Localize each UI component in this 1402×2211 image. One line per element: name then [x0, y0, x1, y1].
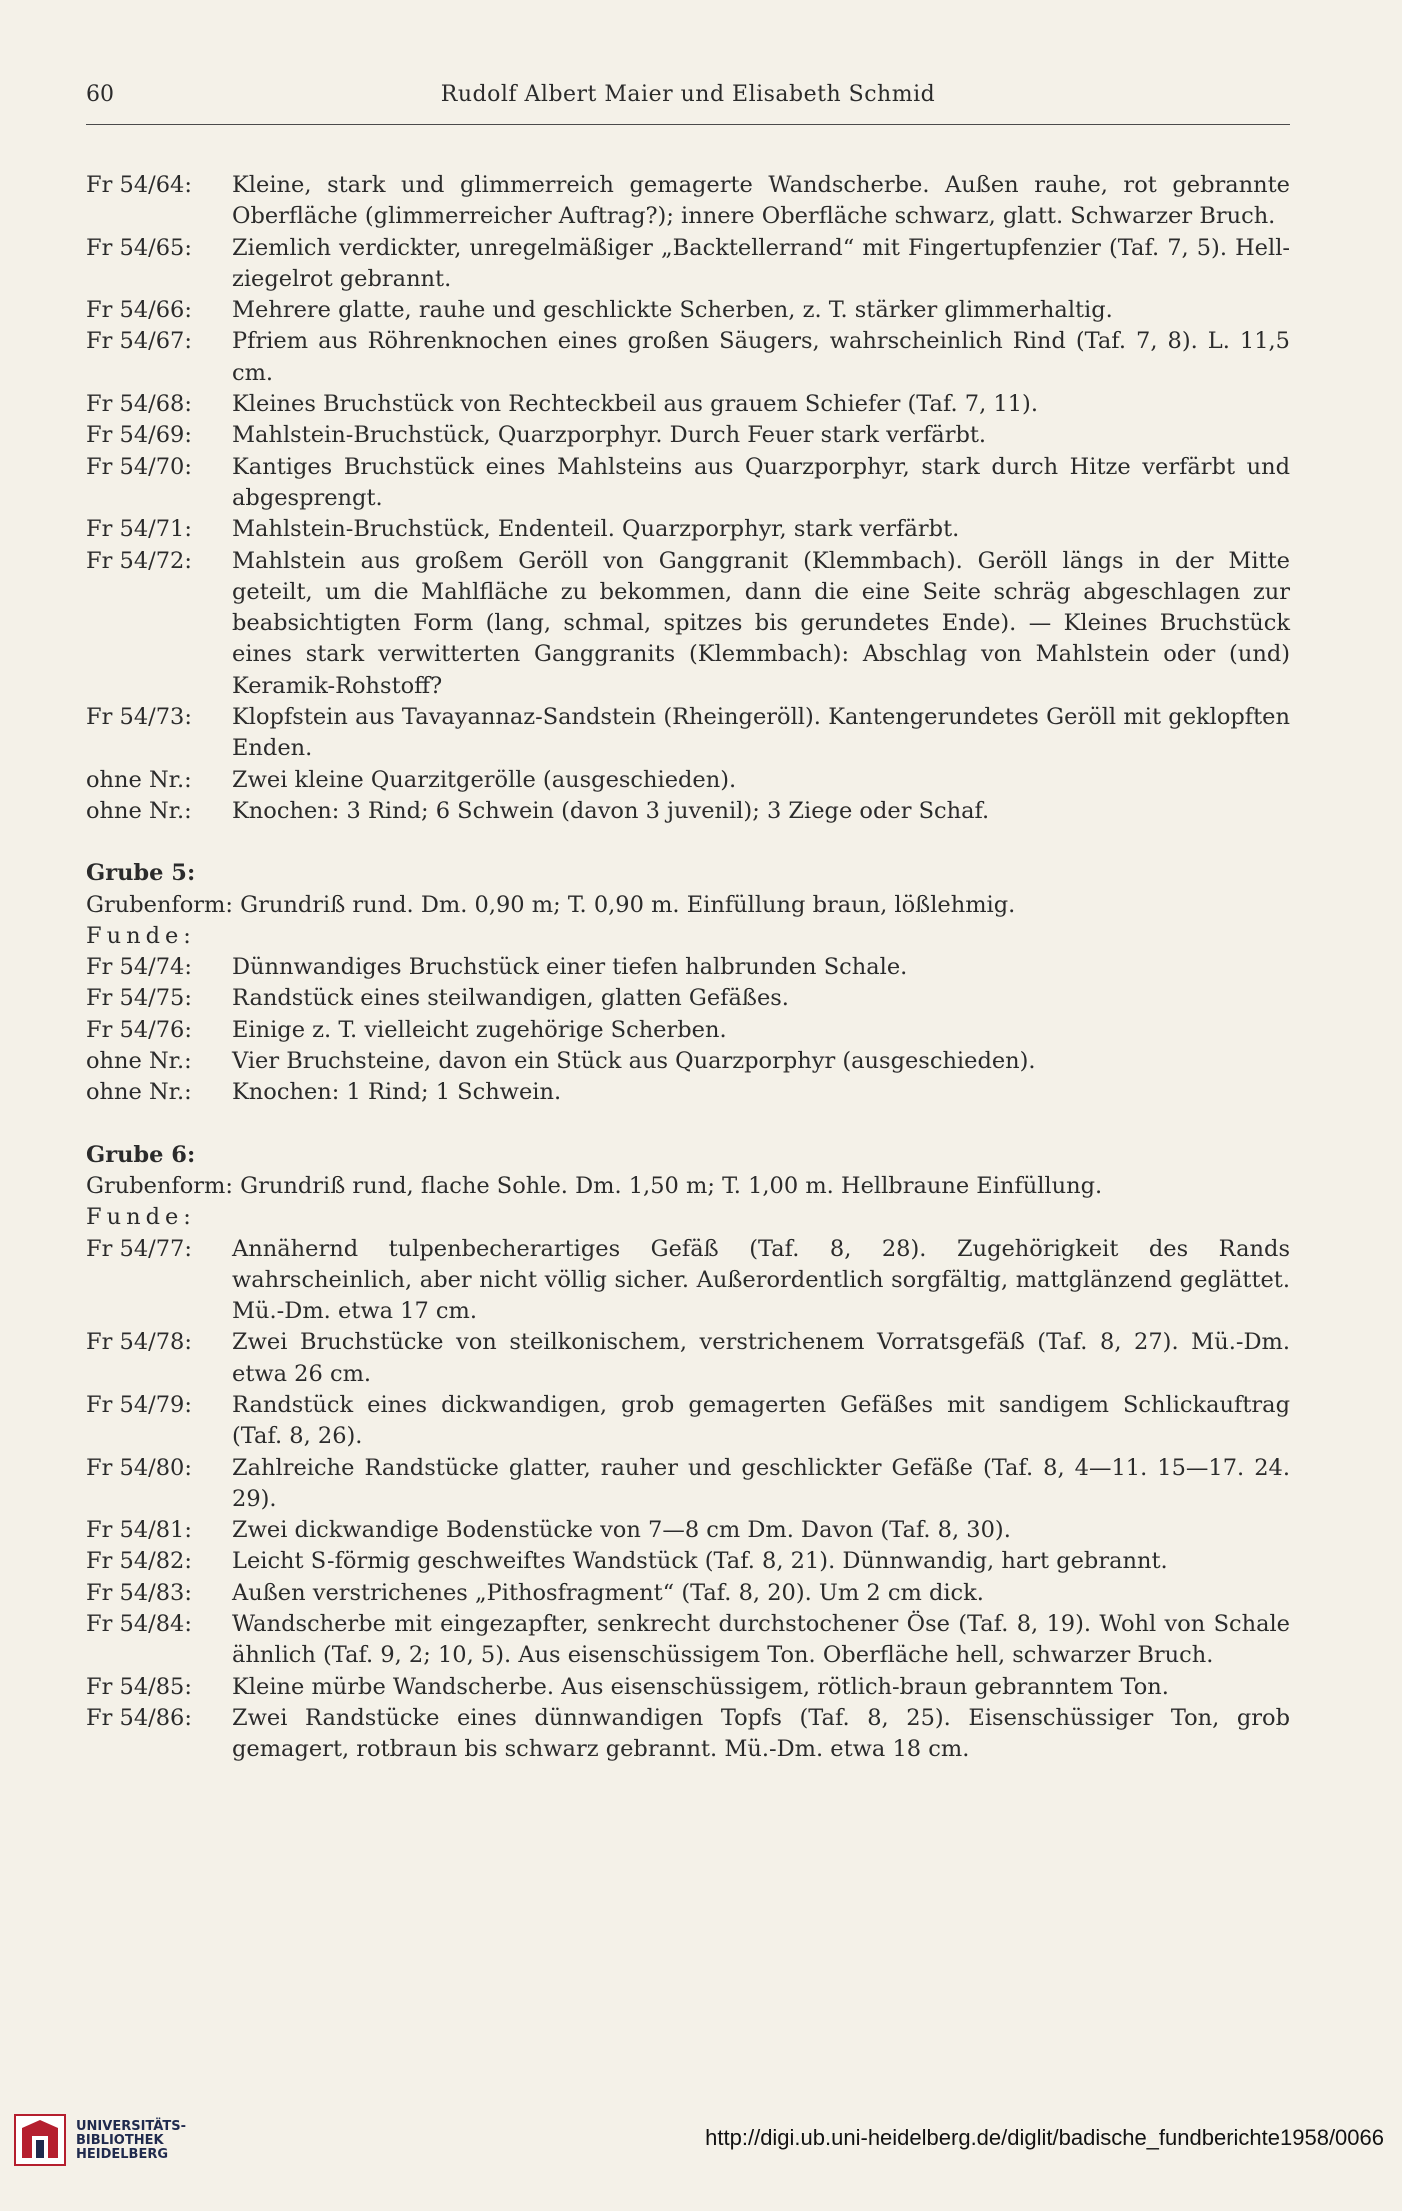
entry-text: Einige z. T. vielleicht zugehörige Scherben.	[232, 1016, 727, 1043]
catalog-entry	[86, 1672, 1290, 1703]
entry-id: Fr 54/86:	[86, 1704, 192, 1731]
entry-id: ohne Nr.:	[86, 1048, 192, 1075]
document-body	[86, 170, 1290, 1766]
entry-text: Wandscherbe mit eingezapfter, senkrecht durchstochener Öse (Taf. 8, 19). Wohl von Schale ähnlich (Taf. 9, 2; 10, 5). Aus eisenschüssigem Ton. Oberfläche hell, schwarzer Bruch.	[232, 1611, 1290, 1669]
entry-id: Fr 54/79:	[86, 1391, 192, 1418]
entry-text: Zahlreiche Randstücke glatter, rauher und geschlickter Gefäße (Taf. 8, 4—11. 15—17. 24. 29).	[232, 1454, 1290, 1512]
entry-text: Klopfstein aus Tavayannaz-Sandstein (Rheingeröll). Kantengerundetes Geröll mit geklopften Enden.	[232, 704, 1290, 762]
entry-id: ohne Nr.:	[86, 797, 192, 824]
section-title: Grube 5:	[86, 860, 196, 887]
finds-heading: Funde:	[86, 1204, 196, 1231]
catalog-entry	[86, 326, 1290, 389]
entry-id: Fr 54/82:	[86, 1548, 192, 1575]
entry-id: Fr 54/67:	[86, 328, 192, 355]
catalog-entry	[86, 765, 1290, 796]
entry-text: Kleine mürbe Wandscherbe. Aus eisenschüssigem, rötlich-braun gebranntem Ton.	[232, 1673, 1169, 1700]
entry-text: Mahlstein aus großem Geröll von Ganggranit (Klemmbach). Geröll längs in der Mitte geteilt, um die Mahlfläche zu bekommen, dann die eine Seite schräg abgeschlagen zur beabsichtigten Form (lang, schmal, spitzes bis gerundetes Ende). — Kleines Bruchstück eines stark verwitterten Ganggranits (Klemmbach): Abschlag von Mahlstein oder (und) Keramik-Rohstoff?	[232, 547, 1290, 699]
catalog-entry	[86, 452, 1290, 515]
section-title: Grube 6:	[86, 1141, 196, 1168]
catalog-entry	[86, 983, 1290, 1014]
catalog-entry	[86, 1609, 1290, 1672]
entry-text: Zwei kleine Quarzitgerölle (ausgeschieden).	[232, 766, 737, 793]
entry-id: Fr 54/85:	[86, 1673, 192, 1700]
catalog-entry	[86, 1234, 1290, 1328]
entry-text: Mahlstein-Bruchstück, Endenteil. Quarzporphyr, stark verfärbt.	[232, 516, 960, 543]
entry-text: Randstück eines steilwandigen, glatten Gefäßes.	[232, 985, 789, 1012]
running-title: Rudolf Albert Maier und Elisabeth Schmid	[440, 82, 936, 107]
source-url-link[interactable]: http://digi.ub.uni-heidelberg.de/diglit/badische_fundberichte1958/0066	[705, 2125, 1384, 2150]
pit-description: Grubenform: Grundriß rund, flache Sohle. Dm. 1,50 m; T. 1,00 m. Hellbraune Einfüllung.	[86, 1172, 1103, 1199]
catalog-entry	[86, 796, 1290, 827]
catalog-entry	[86, 514, 1290, 545]
entry-text: Leicht S-förmig geschweiftes Wandstück (Taf. 8, 21). Dünnwandig, hart gebrannt.	[232, 1548, 1168, 1575]
catalog-entry	[86, 389, 1290, 420]
entry-id: Fr 54/81:	[86, 1517, 192, 1544]
entry-text: Dünnwandiges Bruchstück einer tiefen halbrunden Schale.	[232, 954, 908, 981]
entry-id: Fr 54/64:	[86, 172, 192, 198]
entry-id: Fr 54/75:	[86, 985, 192, 1012]
entry-id: Fr 54/74:	[86, 954, 192, 981]
catalog-entry	[86, 952, 1290, 983]
entry-id: Fr 54/69:	[86, 422, 192, 449]
entry-id: Fr 54/77:	[86, 1235, 192, 1262]
pit-description: Grubenform: Grundriß rund. Dm. 0,90 m; T. 0,90 m. Einfüllung braun, lößlehmig.	[86, 891, 1016, 918]
entry-text: Mehrere glatte, rauhe und geschlickte Scherben, z. T. stärker glimmerhaltig.	[232, 297, 1113, 324]
catalog-entry	[86, 233, 1290, 296]
entry-id: Fr 54/66:	[86, 297, 192, 324]
entry-id: ohne Nr.:	[86, 1079, 192, 1106]
entry-text: Annähernd tulpenbecherartiges Gefäß (Taf. 8, 28). Zugehörigkeit des Rands wahrscheinlich, aber nicht völlig sicher. Außerordentlich sorgfältig, mattglänzend geglättet. Mü.-Dm. etwa 17 cm.	[232, 1235, 1290, 1325]
catalog-entry	[86, 1390, 1290, 1453]
entry-id: Fr 54/65:	[86, 234, 192, 261]
catalog-entry	[86, 1453, 1290, 1516]
entry-id: Fr 54/70:	[86, 453, 192, 480]
entry-text: Randstück eines dickwandigen, grob gemagerten Gefäßes mit sandigem Schlickauftrag (Taf. 8, 26).	[232, 1391, 1290, 1450]
entry-text: Pfriem aus Röhrenknochen eines großen Säugers, wahrscheinlich Rind (Taf. 7, 8). L. 11,5 cm.	[232, 328, 1290, 386]
entry-text: Zwei Randstücke eines dünnwandigen Topfs (Taf. 8, 25). Eisenschüssiger Ton, grob gemagert, rotbraun bis schwarz gebrannt. Mü.-Dm. etwa 18 cm.	[232, 1704, 1290, 1763]
catalog-entry	[86, 702, 1290, 765]
entry-text: Knochen: 1 Rind; 1 Schwein.	[232, 1079, 562, 1106]
entry-id: Fr 54/72:	[86, 547, 192, 574]
entry-text: Ziemlich verdickter, unregelmäßiger „Backtellerrand“ mit Fingertupfenzier (Taf. 7, 5). Hell-ziegelrot gebrannt.	[232, 234, 1290, 292]
entry-id: Fr 54/68:	[86, 391, 192, 418]
page-number: 60	[86, 82, 114, 107]
header-rule	[86, 124, 1290, 125]
entry-text: Mahlstein-Bruchstück, Quarzporphyr. Durch Feuer stark verfärbt.	[232, 422, 987, 449]
logo-line-2: BIBLIOTHEK	[76, 2133, 164, 2148]
catalog-entry	[86, 1703, 1290, 1766]
entry-id: Fr 54/83:	[86, 1579, 192, 1606]
entry-text: Knochen: 3 Rind; 6 Schwein (davon 3 juvenil); 3 Ziege oder Schaf.	[232, 797, 990, 824]
entry-text: Kleines Bruchstück von Rechteckbeil aus grauem Schiefer (Taf. 7, 11).	[232, 391, 1038, 418]
entry-id: ohne Nr.:	[86, 766, 192, 793]
catalog-entry	[86, 1327, 1290, 1390]
entry-id: Fr 54/78:	[86, 1329, 192, 1356]
catalog-entry	[86, 1015, 1290, 1046]
entry-text: Außen verstrichenes „Pithosfragment“ (Taf. 8, 20). Um 2 cm dick.	[232, 1579, 984, 1606]
catalog-entry	[86, 1578, 1290, 1609]
entry-text: Kantiges Bruchstück eines Mahlsteins aus Quarzporphyr, stark durch Hitze verfärbt und abgesprengt.	[232, 453, 1290, 511]
entry-id: Fr 54/76:	[86, 1016, 192, 1043]
catalog-entry	[86, 546, 1290, 702]
entry-id: Fr 54/80:	[86, 1454, 192, 1481]
finds-heading: Funde:	[86, 922, 196, 949]
entry-id: Fr 54/73:	[86, 704, 192, 731]
entry-text: Zwei dickwandige Bodenstücke von 7—8 cm Dm. Davon (Taf. 8, 30).	[232, 1517, 1011, 1544]
library-seal-icon	[14, 2114, 66, 2166]
catalog-entry	[86, 1546, 1290, 1577]
catalog-entry	[86, 1077, 1290, 1108]
logo-line-3: HEIDELBERG	[76, 2147, 169, 2162]
entry-text: Zwei Bruchstücke von steilkonischem, verstrichenem Vorratsgefäß (Taf. 8, 27). Mü.-Dm. etwa 26 cm.	[232, 1329, 1290, 1387]
catalog-entry	[86, 295, 1290, 326]
entry-text: Vier Bruchsteine, davon ein Stück aus Quarzporphyr (ausgeschieden).	[232, 1048, 1036, 1075]
page-footer	[0, 2106, 1402, 2178]
page-header	[86, 82, 1290, 122]
library-logo[interactable]	[14, 2114, 199, 2170]
entry-text: Kleine, stark und glimmerreich gemagerte Wandscherbe. Außen rauhe, rot gebrannte Oberfläche (glimmerreicher Auftrag?); innere Oberfläche schwarz, glatt. Schwarzer Bruch.	[232, 172, 1290, 230]
entry-id: Fr 54/84:	[86, 1611, 192, 1638]
catalog-entry	[86, 420, 1290, 451]
catalog-entry	[86, 1515, 1290, 1546]
entry-id: Fr 54/71:	[86, 516, 192, 543]
logo-line-1: UNIVERSITÄTS-	[76, 2119, 186, 2134]
catalog-entry	[86, 1046, 1290, 1077]
catalog-entry	[86, 170, 1290, 233]
